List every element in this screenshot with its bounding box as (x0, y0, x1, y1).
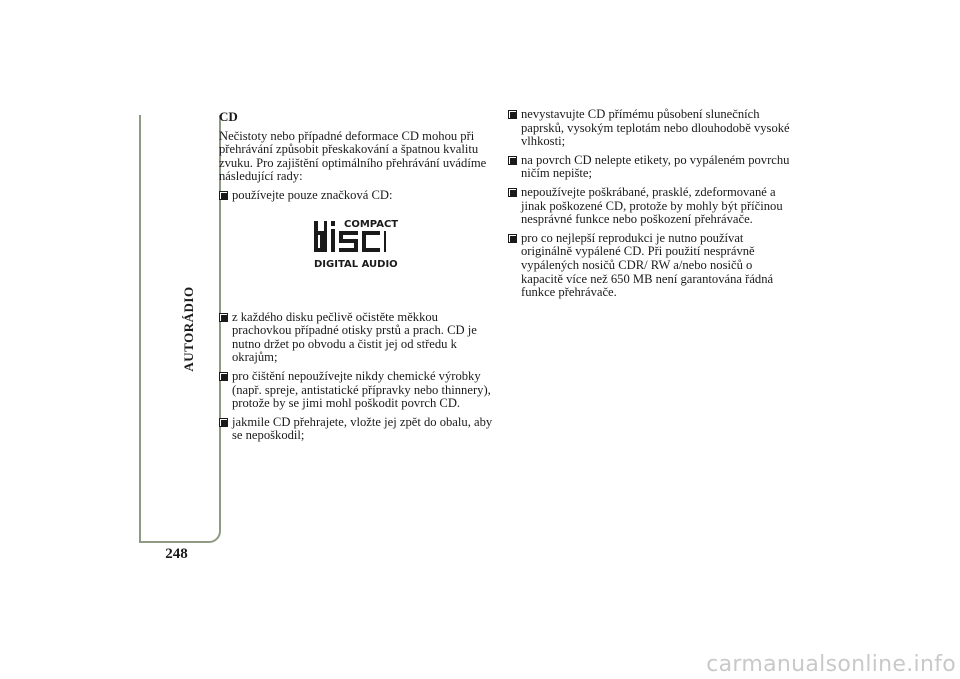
checkbox-bullet-icon (508, 110, 517, 119)
intro-paragraph: Nečistoty nebo případné deformace CD mohou při přehrávání způsobit přeskakování a špatnou kvalitu zvuku. Pro zajištění optimálního přehrávání uvádíme následující rady: (219, 128, 487, 184)
page-margin-frame (139, 115, 221, 543)
checkbox-bullet-icon (508, 188, 517, 197)
bullet-item (508, 108, 793, 149)
bullet-item (508, 186, 793, 227)
bullet-text: nevystavujte CD přímému působení slunečních paprsků, vysokým teplotám nebo dlouhodobě vysoké vlhkosti; (521, 107, 790, 149)
page-number: 248 (165, 546, 188, 562)
bullet-text: pro co nejlepší reprodukci je nutno používat originálně vypálené CD. Při použití nesprávně vypálených nosičů CDR/ RW a/nebo nosičů o kapacitě více než 650 MB není garantována řádná funkce přehrávače. (521, 230, 774, 300)
section-heading: CD (219, 109, 238, 124)
bullet-item (219, 416, 497, 443)
bullet-text: nepoužívejte poškrábané, prasklé, zdeformované a jinak poškozené CD, protože by mohly být příčinou nesprávné funkce nebo poškození přehrávače. (521, 184, 783, 227)
bullet-text: používejte pouze značková CD: (232, 187, 393, 202)
bullet-text: na povrch CD nelepte etikety, po vypáleném povrchu ničím nepište; (521, 152, 790, 181)
checkbox-bullet-icon (219, 372, 228, 381)
bullet-text: pro čištění nepoužívejte nikdy chemické výrobky (např. spreje, antistatické přípravky nebo thinnery), protože by se jimi mohl poškodit povrch CD. (232, 368, 491, 411)
section-side-label: AUTORÁDIO (181, 286, 196, 372)
bullet-item (219, 311, 497, 365)
compact-disc-logo-graphic (314, 217, 410, 273)
checkbox-bullet-icon (508, 156, 517, 165)
bullet-text: z každého disku pečlivě očistěte měkkou prachovkou případné otisky prstů a prach. CD je nutno držet po obvodu a čistit jej od středu k okrajům; (232, 309, 477, 365)
bullet-item (508, 154, 793, 181)
left-column (219, 108, 497, 448)
bullet-text: jakmile CD přehrajete, vložte jej zpět do obalu, aby se nepoškodil; (232, 414, 493, 443)
checkbox-bullet-icon (508, 234, 517, 243)
bullet-item (219, 189, 497, 203)
checkbox-bullet-icon (219, 191, 228, 200)
watermark-text: carmanualsonline.info (706, 652, 956, 677)
right-column (508, 108, 793, 305)
logo-bottom-text: DIGITAL AUDIO (314, 258, 398, 270)
bullet-item (219, 370, 497, 411)
checkbox-bullet-icon (219, 313, 228, 322)
logo-top-text: COMPACT (344, 218, 399, 230)
compact-disc-logo (219, 217, 497, 297)
checkbox-bullet-icon (219, 418, 228, 427)
bullet-item (508, 232, 793, 300)
